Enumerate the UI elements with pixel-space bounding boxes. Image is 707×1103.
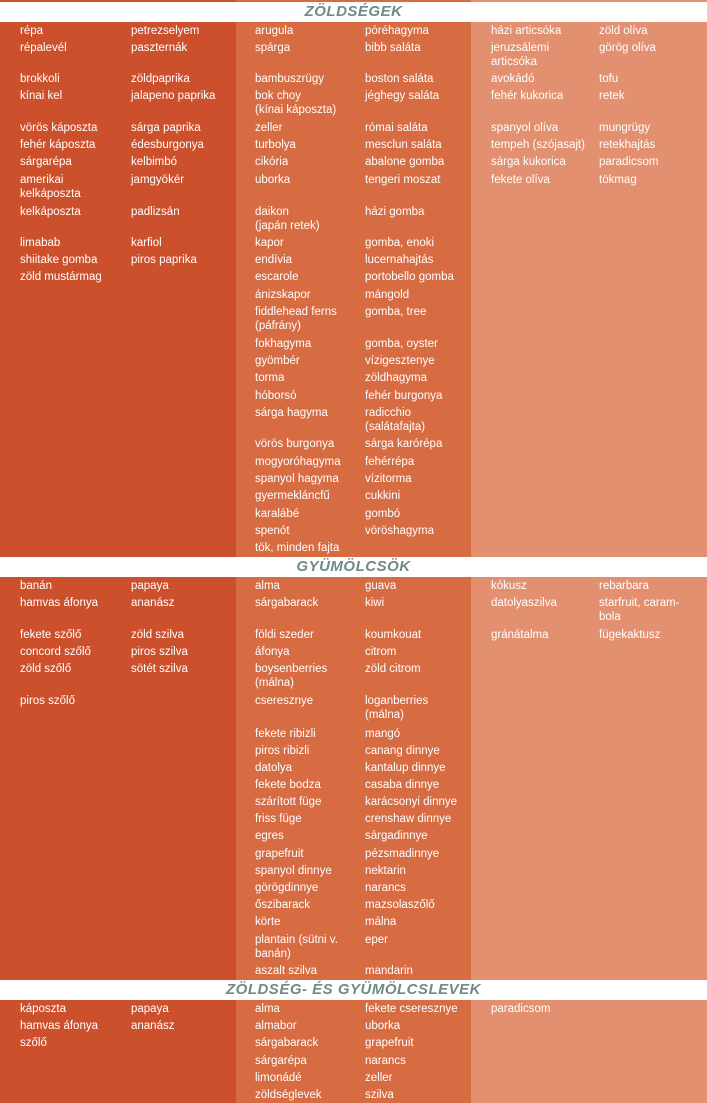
list-item: mangó bbox=[365, 728, 401, 740]
list-item: hóborsó bbox=[255, 390, 297, 402]
list-item: abalone gomba bbox=[365, 156, 445, 168]
list-item: eper bbox=[365, 934, 389, 946]
list-item: piros szilva bbox=[131, 646, 188, 658]
list-item: tökmag bbox=[599, 174, 637, 186]
list-item: cikória bbox=[255, 156, 289, 168]
list-item: spenót bbox=[255, 525, 290, 537]
list-item: zöld mustármag bbox=[20, 271, 102, 283]
list-item: fehér káposzta bbox=[20, 139, 96, 151]
list-item: fekete ribizli bbox=[255, 728, 316, 740]
list-item: jamgyökér bbox=[131, 174, 185, 186]
list-item: avokádó bbox=[491, 73, 535, 85]
list-item: plantain (sütni v. banán) bbox=[255, 934, 338, 960]
list-item: zeller bbox=[255, 122, 283, 134]
list-item: hamvas áfonya bbox=[20, 1020, 98, 1032]
list-item: gyömbér bbox=[255, 355, 300, 367]
list-item: ananász bbox=[131, 1020, 175, 1032]
list-item: karácsonyi dinnye bbox=[365, 796, 458, 808]
list-item: bok choy (kínai káposzta) bbox=[255, 90, 337, 116]
list-item: szárított füge bbox=[255, 796, 322, 808]
list-item: alma bbox=[255, 580, 280, 592]
list-item: tengeri moszat bbox=[365, 174, 441, 186]
list-item: spárga bbox=[255, 42, 291, 54]
list-item: gránátalma bbox=[491, 629, 549, 641]
list-item: kantalup dinnye bbox=[365, 762, 446, 774]
list-item: datolya bbox=[255, 762, 293, 774]
list-item: limonádé bbox=[255, 1072, 302, 1084]
list-item: házi articsóka bbox=[491, 25, 562, 37]
list-item: vízigesztenye bbox=[365, 355, 435, 367]
list-item: guava bbox=[365, 580, 397, 592]
list-item: arugula bbox=[255, 25, 294, 37]
list-item: papaya bbox=[131, 580, 169, 592]
list-item: zöldséglevek bbox=[255, 1089, 322, 1101]
list-item: limabab bbox=[20, 237, 61, 249]
list-item: hamvas áfonya bbox=[20, 597, 98, 609]
list-item: szilva bbox=[365, 1089, 394, 1101]
list-item: kókusz bbox=[491, 580, 527, 592]
list-item: fehér kukorica bbox=[491, 90, 564, 102]
section-header: ZÖLDSÉGEK bbox=[0, 2, 707, 22]
list-item: vörös káposzta bbox=[20, 122, 98, 134]
list-item: koumkouat bbox=[365, 629, 422, 641]
list-item: papaya bbox=[131, 1003, 169, 1015]
list-item: grapefruit bbox=[255, 848, 304, 860]
list-item: sárgarépa bbox=[255, 1055, 307, 1067]
list-item: répalevél bbox=[20, 42, 67, 54]
list-item: sárgabarack bbox=[255, 597, 319, 609]
list-item: escarole bbox=[255, 271, 299, 283]
list-item: répa bbox=[20, 25, 44, 37]
list-item: daikon (japán retek) bbox=[255, 206, 320, 232]
list-item: uborka bbox=[255, 174, 291, 186]
list-item: paszternák bbox=[131, 42, 188, 54]
list-item: sárga kukorica bbox=[491, 156, 566, 168]
list-item: fiddlehead ferns (páfrány) bbox=[255, 306, 337, 332]
list-item: sárgarépa bbox=[20, 156, 72, 168]
list-item: karalábé bbox=[255, 508, 300, 520]
list-item: almabor bbox=[255, 1020, 297, 1032]
list-item: portobello gomba bbox=[365, 271, 454, 283]
list-item: uborka bbox=[365, 1020, 401, 1032]
list-item: mogyoróhagyma bbox=[255, 456, 341, 468]
section-header: GYÜMÖLCSÖK bbox=[0, 557, 707, 577]
list-item: jéghegy saláta bbox=[365, 90, 440, 102]
list-item: görögdinnye bbox=[255, 882, 319, 894]
list-item: sárgabarack bbox=[255, 1037, 319, 1049]
list-item: gomba, oyster bbox=[365, 338, 438, 350]
list-item: római saláta bbox=[365, 122, 428, 134]
list-item: fügekaktusz bbox=[599, 629, 661, 641]
list-item: zöldhagyma bbox=[365, 372, 428, 384]
list-item: tofu bbox=[599, 73, 619, 85]
list-item: mazsolaszőlő bbox=[365, 899, 435, 911]
list-item: spanyol olíva bbox=[491, 122, 559, 134]
list-item: brokkoli bbox=[20, 73, 60, 85]
list-item: casaba dinnye bbox=[365, 779, 440, 791]
list-item: starfruit, caram- bola bbox=[599, 597, 680, 623]
list-item: ananász bbox=[131, 597, 175, 609]
list-item: kínai kel bbox=[20, 90, 63, 102]
list-item: zöld citrom bbox=[365, 663, 421, 675]
list-item: őszibarack bbox=[255, 899, 310, 911]
list-item: póréhagyma bbox=[365, 25, 429, 37]
list-item: fehérrépa bbox=[365, 456, 415, 468]
list-item: cseresznye bbox=[255, 695, 314, 707]
list-item: görög olíva bbox=[599, 42, 656, 54]
list-item: gombó bbox=[365, 508, 401, 520]
list-item: szőlő bbox=[20, 1037, 47, 1049]
list-item: bambuszrügy bbox=[255, 73, 325, 85]
list-item: fekete bodza bbox=[255, 779, 321, 791]
list-item: boysenberries (málna) bbox=[255, 663, 328, 689]
list-item: paradicsom bbox=[491, 1003, 551, 1015]
list-item: citrom bbox=[365, 646, 397, 658]
list-item: torma bbox=[255, 372, 285, 384]
list-item: crenshaw dinnye bbox=[365, 813, 452, 825]
list-item: körte bbox=[255, 916, 281, 928]
list-item: ánizskapor bbox=[255, 289, 311, 301]
list-item: piros szőlő bbox=[20, 695, 75, 707]
list-item: sárga paprika bbox=[131, 122, 201, 134]
list-item: piros paprika bbox=[131, 254, 197, 266]
list-item: kiwi bbox=[365, 597, 385, 609]
list-item: mandarin bbox=[365, 965, 413, 977]
list-item: amerikai kelkáposzta bbox=[20, 174, 81, 200]
list-item: fokhagyma bbox=[255, 338, 312, 350]
list-item: jalapeno paprika bbox=[131, 90, 216, 102]
list-item: zöld szőlő bbox=[20, 663, 72, 675]
list-item: zöldpaprika bbox=[131, 73, 190, 85]
list-item: kelbimbó bbox=[131, 156, 178, 168]
list-item: kelkáposzta bbox=[20, 206, 81, 218]
list-item: narancs bbox=[365, 882, 406, 894]
list-item: tök, minden fajta bbox=[255, 542, 340, 554]
list-item: shiitake gomba bbox=[20, 254, 98, 266]
list-item: sárga karórépa bbox=[365, 438, 443, 450]
list-item: concord szőlő bbox=[20, 646, 91, 658]
list-item: zeller bbox=[365, 1072, 393, 1084]
list-item: fekete szőlő bbox=[20, 629, 82, 641]
list-item: mungrügy bbox=[599, 122, 651, 134]
list-item: spanyol dinnye bbox=[255, 865, 332, 877]
list-item: zöld szilva bbox=[131, 629, 185, 641]
list-item: bibb saláta bbox=[365, 42, 421, 54]
list-item: édesburgonya bbox=[131, 139, 204, 151]
list-item: paradicsom bbox=[599, 156, 659, 168]
list-item: aszalt szilva bbox=[255, 965, 317, 977]
list-item: házi gomba bbox=[365, 206, 425, 218]
list-item: radicchio (salátafajta) bbox=[365, 407, 426, 433]
list-item: alma bbox=[255, 1003, 280, 1015]
list-item: vörös burgonya bbox=[255, 438, 335, 450]
list-item: piros ribizli bbox=[255, 745, 310, 757]
list-item: sárga hagyma bbox=[255, 407, 328, 419]
list-item: padlizsán bbox=[131, 206, 180, 218]
list-item: nektarin bbox=[365, 865, 406, 877]
list-item: gomba, enoki bbox=[365, 237, 435, 249]
list-item: spanyol hagyma bbox=[255, 473, 339, 485]
list-item: turbolya bbox=[255, 139, 296, 151]
list-item: lucernahajtás bbox=[365, 254, 434, 266]
list-item: fekete cseresznye bbox=[365, 1003, 458, 1015]
list-item: petrezselyem bbox=[131, 25, 200, 37]
list-item: vöröshagyma bbox=[365, 525, 435, 537]
list-item: vízitorma bbox=[365, 473, 412, 485]
list-item: kapor bbox=[255, 237, 284, 249]
list-item: friss füge bbox=[255, 813, 302, 825]
list-item: narancs bbox=[365, 1055, 406, 1067]
list-item: rebarbara bbox=[599, 580, 649, 592]
list-item: mesclun saláta bbox=[365, 139, 442, 151]
list-item: cukkini bbox=[365, 490, 401, 502]
list-item: datolyaszilva bbox=[491, 597, 557, 609]
list-item: pézsmadinnye bbox=[365, 848, 440, 860]
list-item: canang dinnye bbox=[365, 745, 440, 757]
list-item: zöld olíva bbox=[599, 25, 648, 37]
list-item: mángold bbox=[365, 289, 410, 301]
list-item: áfonya bbox=[255, 646, 290, 658]
list-item: retek bbox=[599, 90, 625, 102]
list-item: káposzta bbox=[20, 1003, 67, 1015]
list-item: banán bbox=[20, 580, 52, 592]
section-header: ZÖLDSÉG- ÉS GYÜMÖLCSLEVEK bbox=[0, 980, 707, 1000]
list-item: gomba, tree bbox=[365, 306, 427, 318]
list-item: földi szeder bbox=[255, 629, 314, 641]
list-item: endívia bbox=[255, 254, 293, 266]
list-item: sötét szilva bbox=[131, 663, 188, 675]
list-item: retekhajtás bbox=[599, 139, 656, 151]
list-item: tempeh (szójasajt) bbox=[491, 139, 585, 151]
list-item: jeruzsálemi articsóka bbox=[491, 42, 550, 68]
list-item: grapefruit bbox=[365, 1037, 414, 1049]
list-item: gyermekláncfű bbox=[255, 490, 330, 502]
list-item: fekete olíva bbox=[491, 174, 550, 186]
list-item: boston saláta bbox=[365, 73, 434, 85]
list-item: karfiol bbox=[131, 237, 162, 249]
list-item: loganberries (málna) bbox=[365, 695, 429, 721]
list-item: fehér burgonya bbox=[365, 390, 443, 402]
list-item: egres bbox=[255, 830, 284, 842]
list-item: málna bbox=[365, 916, 397, 928]
list-item: sárgadinnye bbox=[365, 830, 428, 842]
